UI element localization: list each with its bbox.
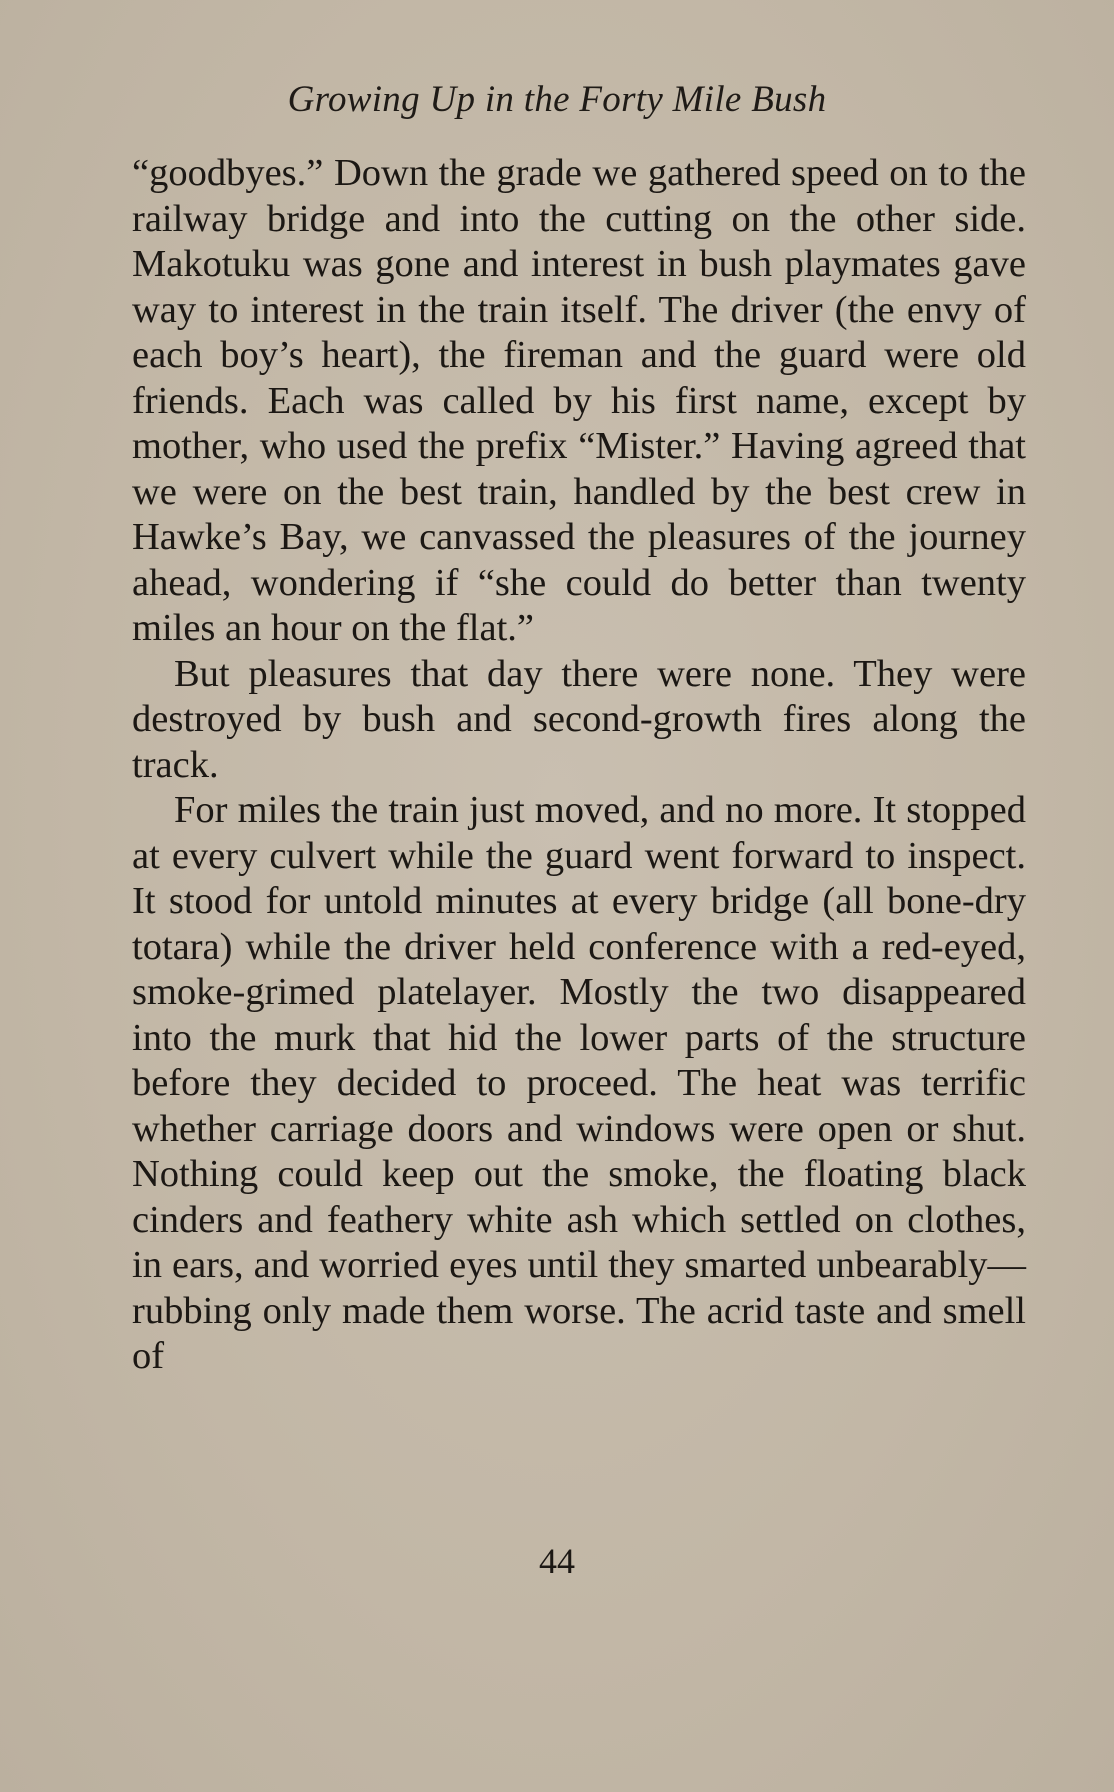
body-text <box>132 151 1026 1380</box>
paragraph-1: “goodbyes.” Down the grade we gathered speed on to the railway bridge and into the cutting on the other side. Makotuku was gone and interest in bush playmates gave way to interest in the train itself. The driver (the envy of each boy’s heart), the fireman and the guard were old friends. Each was called by his first name, except by mother, who used the prefix “Mister.” Having agreed that we were on the best train, handled by the best crew in Hawke’s Bay, we canvassed the pleasures of the journey ahead, wondering if “she could do better than twenty miles an hour on the flat.” <box>132 152 1026 649</box>
page-number: 44 <box>539 1541 575 1581</box>
paragraph-2: But pleasures that day there were none. They were destroyed by bush and second-growth fires along the track. <box>132 652 1026 786</box>
running-head: Growing Up in the Forty Mile Bush <box>287 79 827 120</box>
paragraph-3: For miles the train just moved, and no more. It stopped at every culvert while the guard went forward to inspect. It stood for untold minutes at every bridge (all bone-dry totara) while the driver held conference with a red-eyed, smoke-grimed platelayer. Mostly the two disappeared into the murk that hid the lower parts of the structure before they decided to proceed. The heat was terrific whether carriage doors and windows were open or shut. Nothing could keep out the smoke, the floating black cinders and feathery white ash which settled on clothes, in ears, and worried eyes until they smarted unbearably—rubbing only made them worse. The acrid taste and smell of <box>132 789 1026 1377</box>
